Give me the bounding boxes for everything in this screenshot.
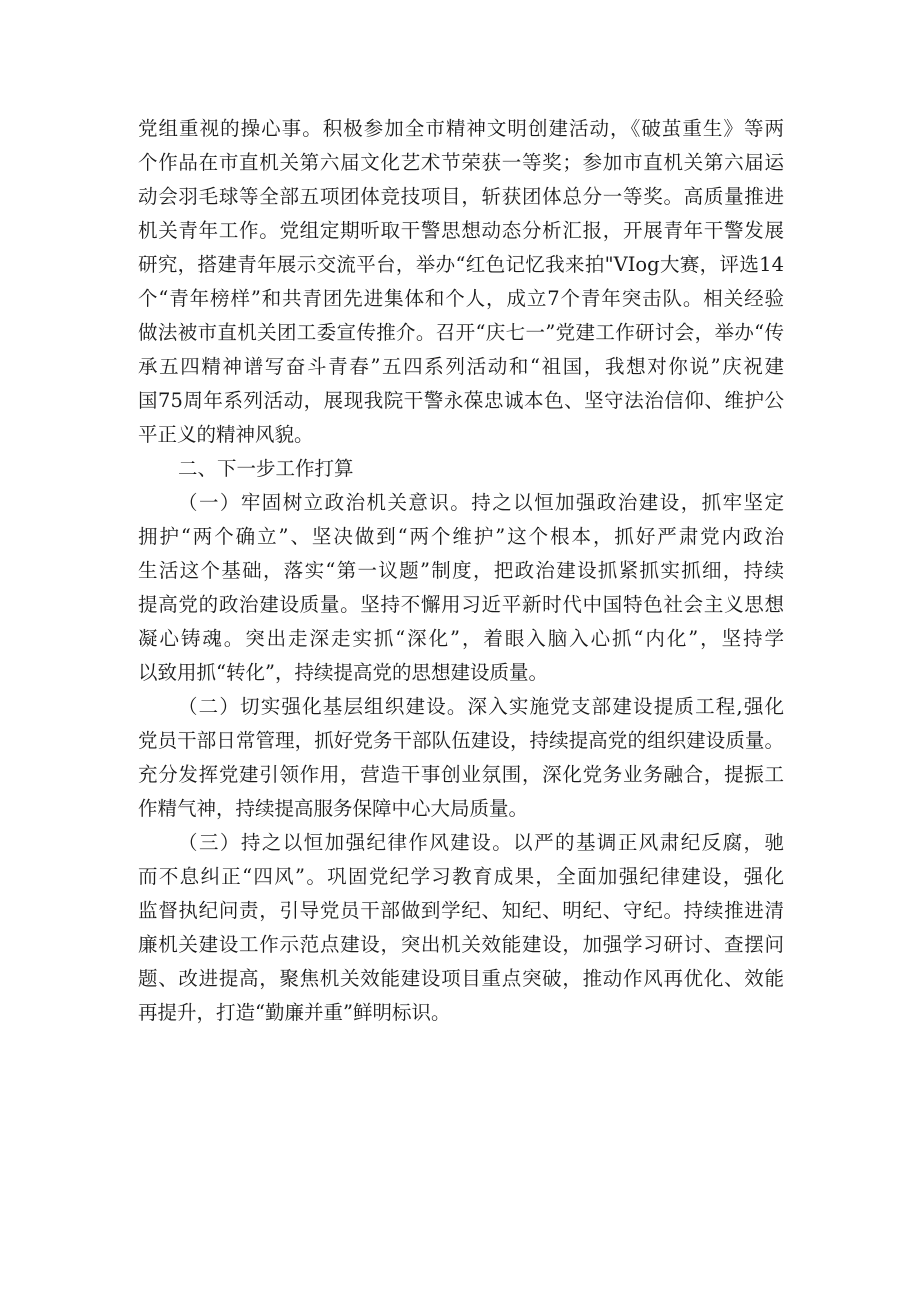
text-line: 个“青年榜样”和共青团先进集体和个人，成立7个青年突击队。相关经验 [138, 287, 784, 310]
section-heading [138, 452, 784, 486]
text-line: 作精气神，持续提高服务保障中心大局质量。 [138, 797, 529, 820]
text-line: （一）牢固树立政治机关意识。持之以恒加强政治建设，抓牢坚定 [178, 491, 784, 514]
text-line: 题、改进提高，聚焦机关效能建设项目重点突破，推动作风再优化、效能 [138, 967, 784, 990]
text-line: （二）切实强化基层组织建设。深入实施党支部建设提质工程,强化 [178, 695, 784, 718]
heading-line: 二、下一步工作打算 [178, 457, 354, 480]
text-line: 动会羽毛球等全部五项团体竞技项目，斩获团体总分一等奖。高质量推进 [138, 185, 784, 208]
text-line: 廉机关建设工作示范点建设，突出机关效能建设，加强学习研讨、查摆问 [138, 933, 784, 956]
text-line: 生活这个基础，落实“第一议题”制度，把政治建设抓紧抓实抓细，持续 [138, 559, 784, 582]
text-line: 而不息纠正“四风”。巩固党纪学习教育成果，全面加强纪律建设，强化 [138, 865, 784, 888]
paragraph-continuation [138, 112, 784, 452]
text-line: 充分发挥党建引领作用，营造干事创业氛围，深化党务业务融合，提振工 [138, 763, 784, 786]
text-line: 做法被市直机关团工委宣传推介。召开“庆七一”党建工作研讨会，举办“传 [138, 321, 784, 344]
text-line: 机关青年工作。党组定期听取干警思想动态分析汇报，开展青年干警发展 [138, 219, 784, 242]
paragraph-item-3 [138, 826, 784, 1030]
text-line: 个作品在市直机关第六届文化艺术节荣获一等奖；参加市直机关第六届运 [138, 151, 784, 174]
text-line: 研究，搭建青年展示交流平台，举办“红色记忆我来拍"VIog大赛，评选14 [138, 253, 784, 276]
text-line: 以致用抓“转化”，持续提高党的思想建设质量。 [138, 661, 548, 684]
text-line: 监督执纪问责，引导党员干部做到学纪、知纪、明纪、守纪。持续推进清 [138, 899, 784, 922]
text-line: 党组重视的操心事。积极参加全市精神文明创建活动，《破茧重生》等两 [138, 117, 784, 140]
text-line: 承五四精神谱写奋斗青春”五四系列活动和“祖国，我想对你说”庆祝建 [138, 355, 784, 378]
paragraph-item-2 [138, 690, 784, 826]
text-line: 拥护“两个确立”、坚决做到“两个维护”这个根本，抓好严肃党内政治 [138, 525, 784, 548]
text-line: 凝心铸魂。突出走深走实抓“深化”，着眼入脑入心抓“内化”，坚持学 [138, 627, 784, 650]
text-line: （三）持之以恒加强纪律作风建设。以严的基调正风肃纪反腐，驰 [178, 831, 784, 854]
text-line: 国75周年系列活动，展现我院干警永葆忠诚本色、坚守法治信仰、维护公 [138, 389, 784, 412]
paragraph-item-1 [138, 486, 784, 690]
text-line: 平正义的精神风貌。 [138, 423, 314, 446]
text-line: 党员干部日常管理，抓好党务干部队伍建设，持续提高党的组织建设质量。 [138, 729, 784, 752]
text-line: 提高党的政治建设质量。坚持不懈用习近平新时代中国特色社会主义思想 [138, 593, 784, 616]
text-line: 再提升，打造“勤廉并重”鲜明标识。 [138, 1001, 451, 1024]
document-page [138, 112, 784, 1030]
